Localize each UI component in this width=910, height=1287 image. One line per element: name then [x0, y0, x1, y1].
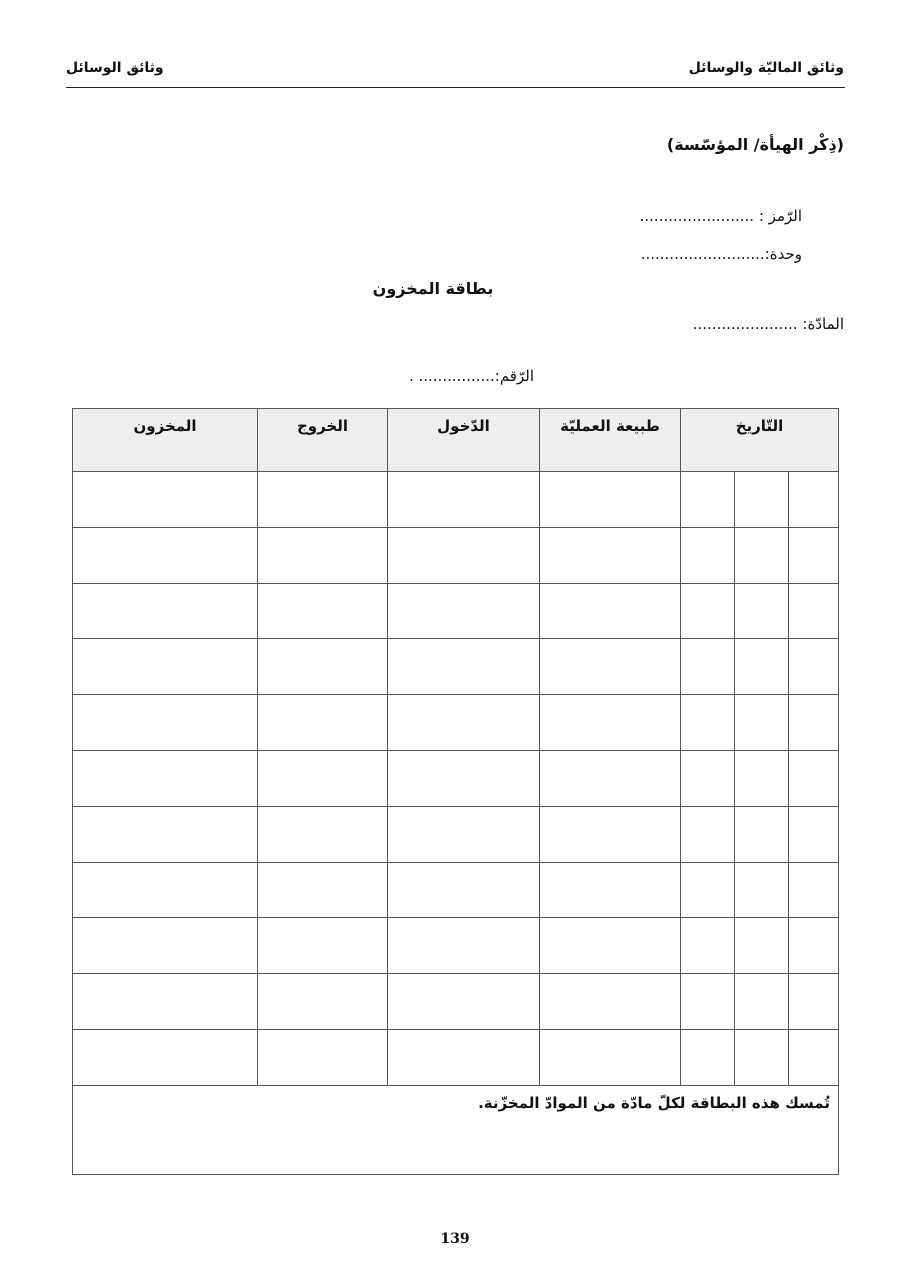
- stock-header: المخزون: [73, 409, 258, 472]
- number-field: [409, 367, 534, 385]
- table-cell[interactable]: [681, 918, 735, 974]
- table-cell[interactable]: [73, 974, 258, 1030]
- table-cell[interactable]: [540, 806, 681, 862]
- table-row: [73, 806, 839, 862]
- table-cell[interactable]: [681, 806, 735, 862]
- page-number: 139: [440, 1231, 470, 1247]
- table-cell[interactable]: [789, 1029, 839, 1085]
- exit-header: الخروج: [258, 409, 388, 472]
- table-cell[interactable]: [388, 806, 540, 862]
- unit-field: [641, 245, 802, 263]
- date-header: التّاريخ: [681, 409, 839, 472]
- table-cell[interactable]: [681, 583, 735, 639]
- table-cell[interactable]: [681, 695, 735, 751]
- table-cell[interactable]: [540, 472, 681, 528]
- table-cell[interactable]: [540, 695, 681, 751]
- table-cell[interactable]: [258, 583, 388, 639]
- code-label: الرّمز :: [758, 207, 802, 225]
- table-cell[interactable]: [681, 527, 735, 583]
- table-cell[interactable]: [73, 695, 258, 751]
- table-cell[interactable]: [789, 806, 839, 862]
- table-cell[interactable]: [258, 639, 388, 695]
- table-cell[interactable]: [258, 750, 388, 806]
- header-right-title: وثائق الماليّة والوسائل: [688, 60, 844, 76]
- material-field: [693, 315, 844, 333]
- table-cell[interactable]: [789, 472, 839, 528]
- table-cell[interactable]: [73, 918, 258, 974]
- table-cell[interactable]: [735, 806, 789, 862]
- table-cell[interactable]: [735, 583, 789, 639]
- header-left-title: وثائق الوسائل: [66, 60, 164, 76]
- table-cell[interactable]: [789, 527, 839, 583]
- table-row: [73, 695, 839, 751]
- table-cell[interactable]: [73, 750, 258, 806]
- code-dots: ........................: [639, 207, 755, 225]
- table-cell[interactable]: [388, 639, 540, 695]
- table-cell[interactable]: [388, 918, 540, 974]
- table-cell[interactable]: [73, 527, 258, 583]
- table-cell[interactable]: [681, 862, 735, 918]
- table-header-row: [73, 409, 839, 472]
- table-cell[interactable]: [735, 1029, 789, 1085]
- table-row: [73, 918, 839, 974]
- table-cell[interactable]: [735, 472, 789, 528]
- table-cell[interactable]: [540, 918, 681, 974]
- stock-card-table: [72, 408, 839, 1175]
- table-cell[interactable]: [789, 974, 839, 1030]
- table-cell[interactable]: [789, 639, 839, 695]
- code-field: [640, 207, 802, 225]
- table-cell[interactable]: [540, 639, 681, 695]
- table-cell[interactable]: [735, 918, 789, 974]
- table-cell[interactable]: [258, 862, 388, 918]
- institution-label: (ذِكْر الهيأة/ المؤسّسة): [666, 135, 844, 154]
- table-cell[interactable]: [388, 1029, 540, 1085]
- header-rule: [66, 87, 845, 88]
- unit-dots: ..........................: [640, 245, 765, 263]
- table-cell[interactable]: [735, 974, 789, 1030]
- table-row: [73, 862, 839, 918]
- table-cell[interactable]: [789, 750, 839, 806]
- table-cell[interactable]: [681, 750, 735, 806]
- table-row: [73, 639, 839, 695]
- table-row: [73, 974, 839, 1030]
- table-cell[interactable]: [388, 527, 540, 583]
- table-cell[interactable]: [789, 918, 839, 974]
- table-footer-row: [73, 1085, 839, 1174]
- table-cell[interactable]: [388, 750, 540, 806]
- number-label: الرّقم:: [494, 367, 534, 385]
- table-cell[interactable]: [258, 527, 388, 583]
- table-cell[interactable]: [789, 583, 839, 639]
- table-cell[interactable]: [73, 472, 258, 528]
- table-row: [73, 472, 839, 528]
- table-cell[interactable]: [681, 974, 735, 1030]
- table-cell[interactable]: [735, 639, 789, 695]
- table-cell[interactable]: [735, 750, 789, 806]
- table-cell[interactable]: [258, 472, 388, 528]
- operation-type-header: طبيعة العمليّة: [540, 409, 681, 472]
- table-cell[interactable]: [258, 695, 388, 751]
- table-cell[interactable]: [789, 695, 839, 751]
- table-cell[interactable]: [681, 472, 735, 528]
- table-cell[interactable]: [388, 862, 540, 918]
- table-cell[interactable]: [73, 1029, 258, 1085]
- table-cell[interactable]: [388, 472, 540, 528]
- table-cell[interactable]: [735, 862, 789, 918]
- table-cell[interactable]: [73, 639, 258, 695]
- footer-note: تُمسك هذه البطاقة لكلّ مادّة من الموادّ المخزّنة.: [73, 1085, 839, 1174]
- table-cell[interactable]: [73, 583, 258, 639]
- table-cell[interactable]: [258, 1029, 388, 1085]
- table-cell[interactable]: [388, 974, 540, 1030]
- table-cell[interactable]: [681, 639, 735, 695]
- table-row: [73, 527, 839, 583]
- table-cell[interactable]: [258, 806, 388, 862]
- table-cell[interactable]: [73, 862, 258, 918]
- table-row: [73, 583, 839, 639]
- table-cell[interactable]: [540, 974, 681, 1030]
- table-cell[interactable]: [258, 918, 388, 974]
- table-cell[interactable]: [735, 695, 789, 751]
- table-cell[interactable]: [681, 1029, 735, 1085]
- table-cell[interactable]: [540, 527, 681, 583]
- table-cell[interactable]: [540, 583, 681, 639]
- table-cell[interactable]: [388, 583, 540, 639]
- table-cell[interactable]: [258, 974, 388, 1030]
- table-body: [73, 472, 839, 1086]
- material-dots: ......................: [692, 315, 798, 333]
- table-cell[interactable]: [789, 862, 839, 918]
- table-cell[interactable]: [388, 695, 540, 751]
- entry-header: الدّخول: [388, 409, 540, 472]
- table-cell[interactable]: [735, 527, 789, 583]
- number-dots: ................ .: [408, 367, 495, 385]
- table-cell[interactable]: [73, 806, 258, 862]
- table-cell[interactable]: [540, 1029, 681, 1085]
- material-label: المادّة:: [802, 315, 844, 333]
- page-title: بطاقة المخزون: [372, 279, 494, 298]
- table-cell[interactable]: [540, 750, 681, 806]
- table-row: [73, 750, 839, 806]
- table-row: [73, 1029, 839, 1085]
- table-cell[interactable]: [540, 862, 681, 918]
- unit-label: وحدة:: [764, 245, 802, 263]
